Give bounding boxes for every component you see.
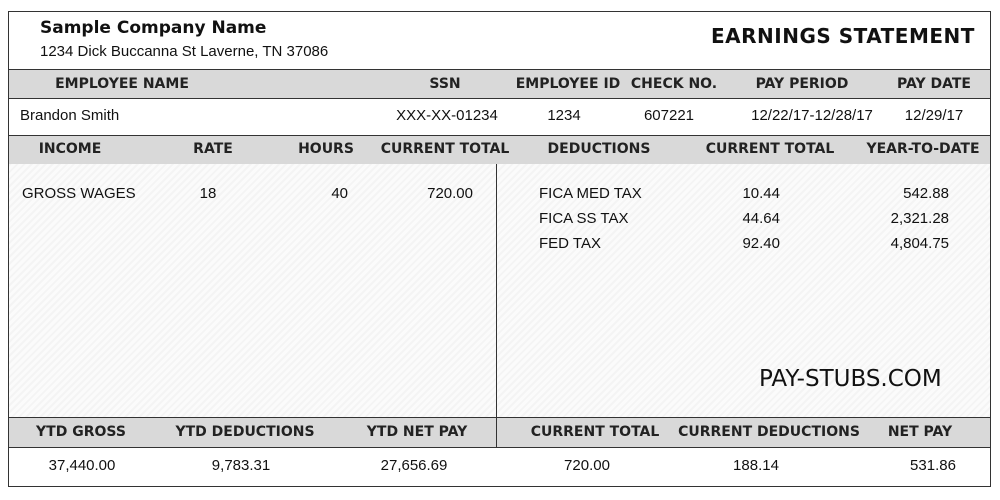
header-ytd-deductions: YTD DEDUCTIONS	[175, 424, 315, 440]
current-deductions-value: 188.14	[733, 457, 779, 474]
header-current-deductions: CURRENT DEDUCTIONS	[678, 424, 860, 440]
header-hours: HOURS	[298, 141, 354, 157]
deduction-name: FED TAX	[539, 235, 601, 252]
employee-name: Brandon Smith	[20, 107, 120, 124]
header-summary-current-total: CURRENT TOTAL	[530, 424, 660, 440]
deduction-name: FICA MED TAX	[539, 185, 642, 202]
ytd-net-pay-value: 27,656.69	[380, 457, 448, 474]
header-ytd-net-pay: YTD NET PAY	[366, 424, 468, 440]
income-rate: 18	[199, 185, 217, 202]
pay-date: 12/29/17	[904, 107, 964, 124]
company-address: 1234 Dick Buccanna St Laverne, TN 37086	[40, 43, 329, 60]
pay-period: 12/22/17-12/28/17	[751, 107, 873, 124]
watermark-text: PAY-STUBS.COM	[759, 366, 942, 392]
header-deductions: DEDUCTIONS	[547, 141, 651, 157]
column-divider	[496, 164, 497, 418]
statement-title: EARNINGS STATEMENT	[711, 24, 975, 48]
company-name: Sample Company Name	[40, 18, 267, 38]
header-check-no: CHECK NO.	[630, 76, 718, 92]
income-name: GROSS WAGES	[22, 185, 136, 202]
employee-ssn: XXX-XX-01234	[396, 107, 498, 124]
header-pay-period: PAY PERIOD	[755, 76, 849, 92]
header-pay-date: PAY DATE	[897, 76, 971, 92]
header-employee-id: EMPLOYEE ID	[515, 76, 621, 92]
income-header-row	[9, 135, 990, 165]
deduction-ytd: 542.88	[903, 185, 949, 202]
header-deductions-current-total: CURRENT TOTAL	[705, 141, 835, 157]
header-employee-name: EMPLOYEE NAME	[55, 76, 189, 92]
current-total-value: 720.00	[564, 457, 610, 474]
header-rate: RATE	[193, 141, 233, 157]
deduction-ytd: 2,321.28	[890, 210, 949, 227]
header-ssn: SSN	[429, 76, 461, 92]
employee-header-row	[9, 69, 990, 99]
header-net-pay: NET PAY	[887, 424, 953, 440]
net-pay-value: 531.86	[910, 457, 956, 474]
summary-divider	[496, 417, 497, 448]
deduction-current: 92.40	[742, 235, 780, 252]
header-ytd-gross: YTD GROSS	[36, 424, 126, 440]
header-income-current-total: CURRENT TOTAL	[380, 141, 510, 157]
earnings-statement	[8, 11, 991, 487]
income-current-total: 720.00	[427, 185, 473, 202]
employee-id: 1234	[547, 107, 581, 124]
header-year-to-date: YEAR-TO-DATE	[866, 141, 980, 157]
deduction-name: FICA SS TAX	[539, 210, 629, 227]
ytd-deductions-value: 9,783.31	[211, 457, 271, 474]
deduction-ytd: 4,804.75	[890, 235, 949, 252]
ytd-gross-value: 37,440.00	[48, 457, 116, 474]
header-income: INCOME	[38, 141, 102, 157]
check-number: 607221	[643, 107, 695, 124]
deduction-current: 10.44	[742, 185, 780, 202]
summary-header-row	[9, 417, 990, 448]
income-hours: 40	[331, 185, 348, 202]
deduction-current: 44.64	[742, 210, 780, 227]
